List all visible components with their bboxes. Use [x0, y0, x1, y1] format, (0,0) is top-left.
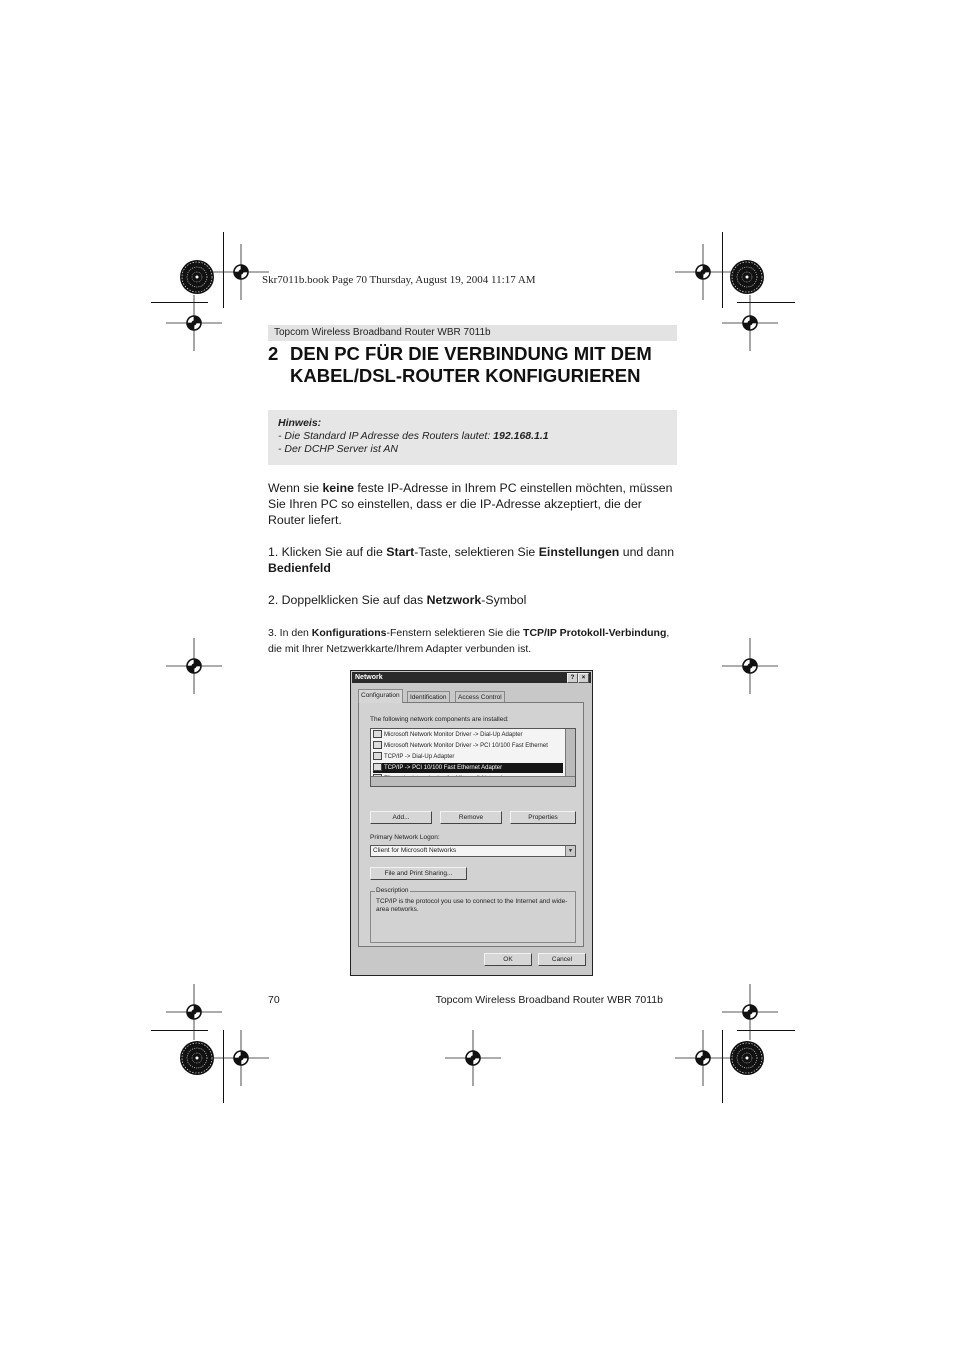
registration-target-icon — [445, 1030, 501, 1086]
footer-title: Topcom Wireless Broadband Router WBR 7011b — [435, 994, 663, 1006]
star-target-icon — [180, 260, 214, 294]
page-number: 70 — [268, 994, 280, 1006]
logon-label: Primary Network Logon: — [370, 834, 440, 841]
tab-access-control[interactable]: Access Control — [455, 691, 505, 703]
file-print-sharing-button[interactable]: File and Print Sharing... — [370, 867, 467, 880]
star-target-icon — [730, 1041, 764, 1075]
step-1: 1. Klicken Sie auf die Start-Taste, selektieren Sie Einstellungen und dann Bedienfeld — [268, 545, 675, 575]
chevron-down-icon[interactable]: ▼ — [565, 846, 575, 856]
tab-configuration[interactable]: Configuration — [358, 689, 403, 703]
registration-target-icon — [213, 1030, 269, 1086]
dialog-title-bar — [352, 672, 591, 683]
ok-button[interactable]: OK — [484, 953, 532, 966]
configuration-panel — [358, 702, 584, 947]
network-dialog-screenshot — [350, 670, 593, 976]
star-target-icon — [730, 260, 764, 294]
add-button[interactable]: Add... — [370, 811, 432, 824]
page-header: Topcom Wireless Broadband Router WBR 7011b — [268, 325, 677, 341]
router-ip: 192.168.1.1 — [493, 430, 549, 442]
registration-target-icon — [722, 638, 778, 694]
registration-target-icon — [722, 295, 778, 351]
list-item-selected[interactable]: TCP/IP -> PCI 10/100 Fast Ethernet Adapter — [373, 763, 563, 773]
step-2: 2. Doppelklicken Sie auf das Netzwork-Symbol — [268, 593, 527, 607]
remove-button[interactable]: Remove — [440, 811, 502, 824]
list-item[interactable]: TCP/IP -> Dial-Up Adapter — [373, 752, 563, 762]
primary-logon-select[interactable]: Client for Microsoft Networks ▼ — [370, 845, 576, 857]
registration-target-icon — [675, 1030, 731, 1086]
registration-target-icon — [213, 244, 269, 300]
note-box — [268, 410, 677, 465]
cancel-button[interactable]: Cancel — [538, 953, 586, 966]
note-line-2: - Der DCHP Server ist AN — [278, 443, 398, 455]
registration-target-icon — [675, 244, 731, 300]
help-icon[interactable]: ? — [567, 673, 578, 683]
registration-target-icon — [166, 295, 222, 351]
list-horizontal-scrollbar[interactable] — [371, 776, 575, 786]
adapter-icon — [373, 741, 382, 749]
section-title: DEN PC FÜR DIE VERBINDUNG MIT DEM KABEL/DSL-ROUTER KONFIGURIEREN — [290, 343, 652, 386]
description-group — [370, 887, 576, 943]
note-line-1: - Die Standard IP Adresse des Routers lautet: 192.168.1.1 — [278, 430, 549, 442]
description-text: TCP/IP is the protocol you use to connect to the Internet and wide-area networks. — [376, 898, 568, 913]
components-list[interactable] — [370, 728, 576, 787]
note-title: Hinweis: — [278, 417, 322, 429]
dialog-title: Network — [355, 674, 383, 681]
tab-identification[interactable]: Identification — [407, 691, 450, 703]
step-3: 3. In den Konfigurations-Fenstern selektieren Sie die TCP/IP Protokoll-Verbindung, die mit Ihrer Netzwerkkarte/Ihrem Adapter verbunden ist. — [268, 627, 670, 655]
print-info: Skr7011b.book Page 70 Thursday, August 19, 2004 11:17 AM — [262, 274, 536, 286]
description-label: Description — [376, 887, 409, 894]
close-icon[interactable]: × — [578, 673, 589, 683]
section-number: 2 — [268, 343, 279, 364]
protocol-icon — [373, 752, 382, 760]
adapter-icon — [373, 730, 382, 738]
star-target-icon — [180, 1041, 214, 1075]
registration-target-icon — [166, 984, 222, 1040]
registration-target-icon — [166, 638, 222, 694]
properties-button[interactable]: Properties — [510, 811, 576, 824]
registration-target-icon — [722, 984, 778, 1040]
protocol-icon — [373, 763, 382, 771]
intro-paragraph: Wenn sie keine feste IP-Adresse in Ihrem PC einstellen möchten, müssen Sie Ihren PC so einstellen, dass er die IP-Adresse akzeptiert, die der Router liefert. — [268, 481, 673, 527]
list-item[interactable]: Microsoft Network Monitor Driver -> Dial-Up Adapter — [373, 730, 563, 740]
list-item[interactable]: Microsoft Network Monitor Driver -> PCI 10/100 Fast Ethernet — [373, 741, 563, 751]
components-label: The following network components are installed: — [370, 716, 509, 723]
